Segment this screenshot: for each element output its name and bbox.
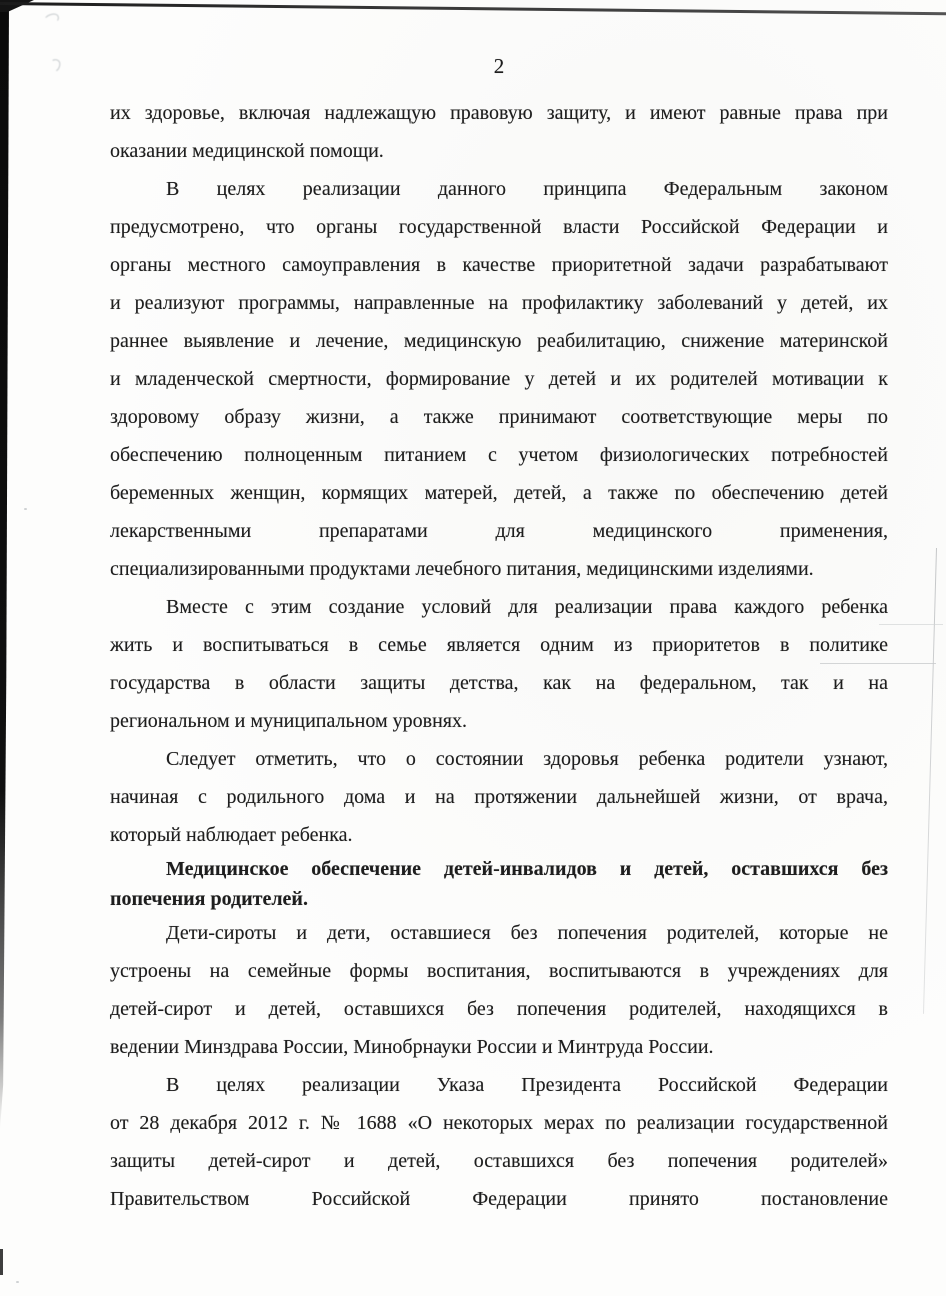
heading-line: попечения родителей. — [110, 888, 308, 910]
text-line: Правительством Российской Федерации принято постановление — [110, 1188, 888, 1210]
text-line: лекарственными препаратами для медицинского применения, — [110, 520, 888, 542]
paragraph — [110, 94, 888, 170]
scan-speck — [16, 1281, 19, 1283]
paragraph — [110, 740, 888, 854]
text-line: оказании медицинской помощи. — [110, 140, 384, 162]
text-line: Дети-сироты и дети, оставшиеся без попечения родителей, которые не — [166, 922, 888, 944]
text-line: специализированными продуктами лечебного питания, медицинскими изделиями. — [110, 558, 814, 580]
text-line: защиты детей-сирот и детей, оставшихся без попечения родителей» — [110, 1150, 888, 1172]
smudge-mark — [47, 58, 61, 74]
text-line: здоровому образу жизни, а также принимают соответствующие меры по — [110, 406, 888, 428]
paragraph — [110, 588, 888, 740]
text-line: начиная с родильного дома и на протяжении дальнейшей жизни, от врача, — [110, 786, 888, 808]
document-body — [110, 94, 888, 1218]
scan-speck — [24, 508, 27, 510]
text-line: обеспечению полноценным питанием с учетом физиологических потребностей — [110, 444, 888, 466]
page-number: 2 — [493, 54, 505, 78]
underlying-page-edge-vertical — [923, 548, 937, 1014]
text-line: региональном и муниципальном уровнях. — [110, 710, 467, 732]
text-line: и младенческой смертности, формирование у детей и их родителей мотивации к — [110, 368, 888, 390]
section-heading — [110, 854, 888, 914]
text-line: органы местного самоуправления в качестве приоритетной задачи разрабатывают — [110, 254, 888, 276]
text-line: В целях реализации данного принципа Федеральным законом — [166, 178, 888, 200]
text-line: В целях реализации Указа Президента Российской Федерации — [166, 1074, 888, 1096]
text-line: ведении Минздрава России, Минобрнауки России и Минтруда России. — [110, 1036, 714, 1058]
text-line: детей-сирот и детей, оставшихся без попечения родителей, находящихся в — [110, 998, 888, 1020]
scan-top-edge-line — [0, 2, 946, 15]
heading-line: Медицинское обеспечение детей-инвалидов и детей, оставшихся без — [166, 858, 888, 880]
scan-bottom-edge-mark — [0, 1249, 3, 1275]
paragraph — [110, 1066, 888, 1218]
paragraph — [110, 170, 888, 588]
smudge-mark — [43, 12, 60, 25]
text-line: их здоровье, включая надлежащую правовую защиту, и имеют равные права при — [110, 102, 888, 124]
text-line: предусмотрено, что органы государственной власти Российской Федерации и — [110, 216, 888, 238]
text-line: беременных женщин, кормящих матерей, детей, а также по обеспечению детей — [110, 482, 888, 504]
underlying-page-edge-horizontal — [879, 624, 943, 625]
text-line: раннее выявление и лечение, медицинскую реабилитацию, снижение материнской — [110, 330, 888, 352]
paragraph — [110, 914, 888, 1066]
text-line: устроены на семейные формы воспитания, воспитываются в учреждениях для — [110, 960, 888, 982]
text-column — [110, 54, 888, 1218]
text-line: который наблюдает ребенка. — [110, 824, 353, 846]
text-line: государства в области защиты детства, как на федеральном, так и на — [110, 672, 888, 694]
text-line: Следует отметить, что о состоянии здоровья ребенка родители узнают, — [166, 748, 888, 770]
text-line: и реализуют программы, направленные на профилактику заболеваний у детей, их — [110, 292, 888, 314]
text-line: от 28 декабря 2012 г. № 1688 «О некоторых мерах по реализации государственной — [110, 1112, 888, 1134]
scan-left-edge — [0, 0, 9, 1130]
text-line: Вместе с этим создание условий для реализации права каждого ребенка — [166, 596, 888, 618]
text-line: жить и воспитываться в семье является одним из приоритетов в политике — [110, 634, 888, 656]
